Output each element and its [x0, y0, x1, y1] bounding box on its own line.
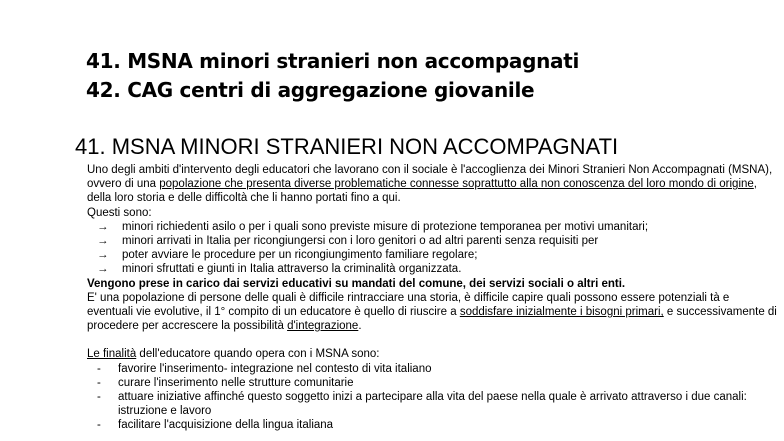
intro-text: Uno degli ambiti d'intervento degli educatori che lavorano con il sociale è l'accoglienza dei Minori Stranieri Non Accompagnati (MSNA), ovvero di una [87, 164, 773, 191]
list-item [97, 234, 777, 248]
arrow-bullet-icon: → [97, 263, 109, 276]
list-item-text: favorire l'inserimento- integrazione nel contesto di vita italiano [118, 362, 432, 375]
list-item [93, 362, 777, 376]
list-item-text: facilitare l'acquisizione della lingua italiana [118, 419, 334, 432]
paragraph-text: E' una popolazione di persone delle quali è difficile rintracciare una storia, è difficile capire quali possono essere potenziali tà e eventuali vie evolutive, il 1° compito di un educatore è quello di riuscire a [87, 291, 730, 319]
list-item [93, 390, 777, 418]
arrow-bullet-icon: → [97, 235, 109, 248]
paragraph-text-end: . [358, 320, 362, 333]
list-item-text: poter avviare le procedure per un ricongiungimento familiare regolare; [122, 249, 478, 262]
list-item [97, 248, 777, 262]
arrow-bullet-icon: → [97, 249, 109, 262]
dash-bullet-icon: - [97, 376, 101, 389]
intro-underlined-text: popolazione che presenta diverse problematiche connesse soprattutto alla non conoscenza del loro mondo di origine [159, 178, 754, 191]
list-item-text: curare l'inserimento nelle strutture comunitarie [118, 376, 354, 389]
arrow-list [87, 220, 777, 277]
list-item-text: attuare iniziative affinché questo soggetto inizi a partecipare alla vita del paese nella quale è arrivato attraverso i due canali: istruzione e lavoro [118, 391, 747, 418]
list-item [97, 220, 777, 234]
finalita-underlined: Le finalità [87, 348, 137, 361]
finalita-text: dell'educatore quando opera con i MSNA sono: [136, 348, 380, 361]
list-item-text: minori richiedenti asilo o per i quali sono previste misure di protezione temporanea per motivi umanitari; [122, 220, 649, 233]
list-item [93, 418, 777, 432]
dash-bullet-icon: - [97, 419, 101, 432]
list-item [93, 376, 777, 390]
dash-bullet-icon: - [97, 391, 101, 404]
intro-text-end: , della loro storia e delle difficoltà che li hanno portati fino a qui. [87, 178, 757, 205]
list-item [97, 262, 777, 276]
bold-statement: Vengono prese in carico dai servizi educativi su mandati del comune, dei servizi sociali o altri enti. [87, 277, 626, 290]
list-item-text: minori arrivati in Italia per ricongiungersi con i loro genitori o ad altri parenti senza requisiti per [122, 235, 599, 248]
document-body [87, 163, 777, 433]
finalita-heading [87, 347, 777, 361]
second-paragraph [87, 291, 777, 334]
arrow-bullet-icon: → [97, 220, 109, 233]
dash-bullet-icon: - [97, 362, 101, 375]
spacer [87, 333, 777, 347]
headline-msna: 41. MSNA minori stranieri non accompagnati [86, 49, 580, 73]
paragraph-text-middle: e successivamente di procedere per accrescere la possibilità [87, 306, 777, 333]
headline-cag: 42. CAG centri di aggregazione giovanile [86, 78, 535, 102]
paragraph-underlined-integrazione: d'integrazione [287, 320, 359, 333]
list-intro: Questi sono: [87, 206, 152, 219]
dash-list [87, 362, 777, 433]
list-item-text: minori sfruttati e giunti in Italia attraverso la criminalità organizzata. [122, 263, 462, 276]
paragraph-underlined-text: soddisfare inizialmente i bisogni primari, [459, 306, 664, 319]
section-title: 41. MSNA MINORI STRANIERI NON ACCOMPAGNATI [75, 134, 619, 159]
intro-paragraph [87, 163, 777, 206]
